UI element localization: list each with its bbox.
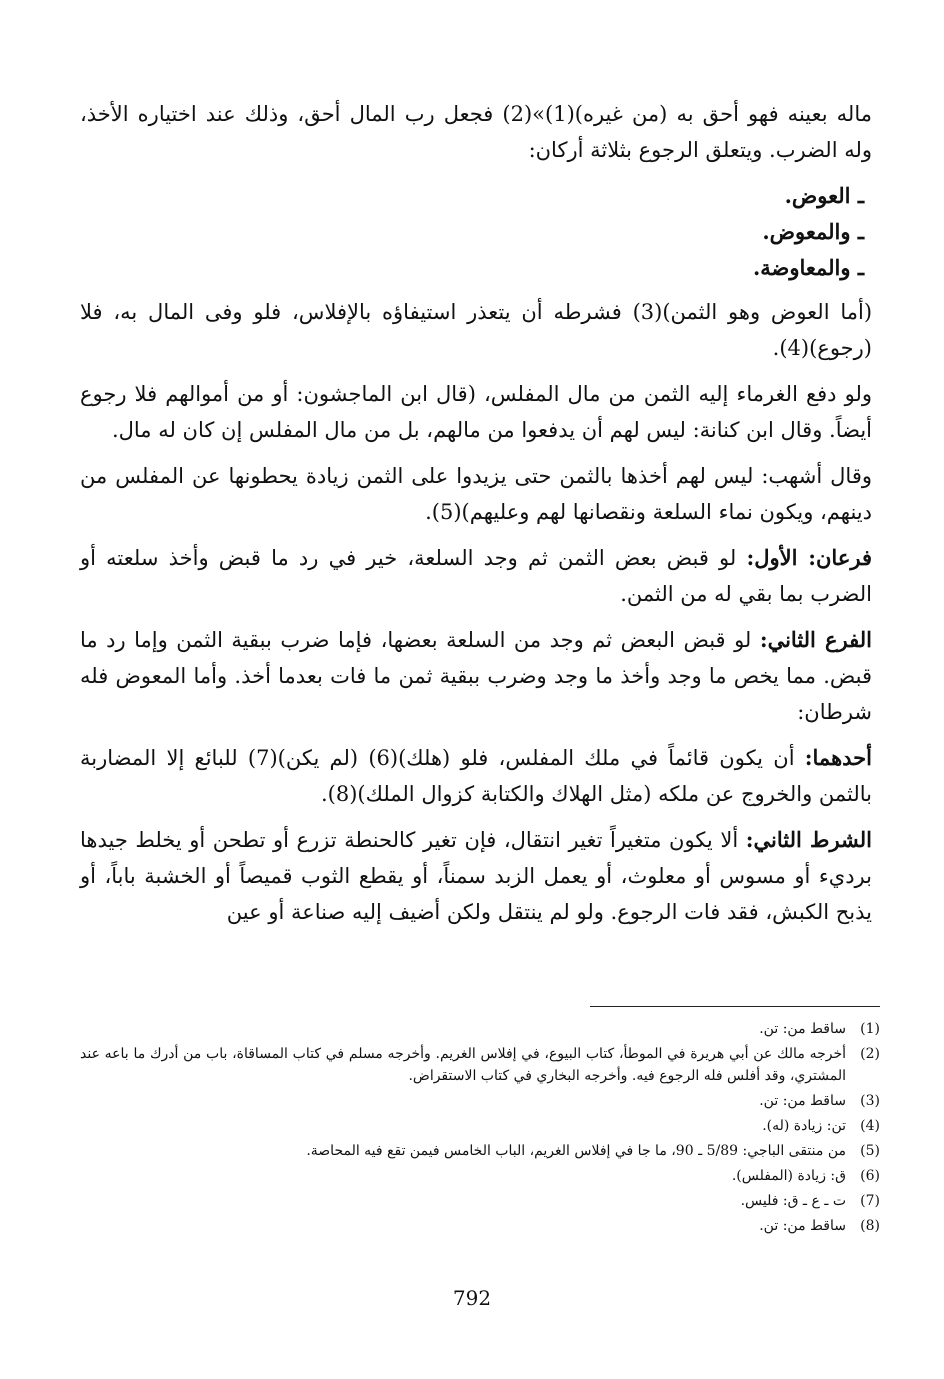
footnote-item bbox=[80, 1190, 880, 1212]
paragraph-7 bbox=[80, 740, 872, 812]
footnote-text: ساقط من: تن. bbox=[759, 1021, 846, 1037]
footnotes bbox=[80, 1018, 880, 1240]
section-heading: الفرع الثاني: bbox=[759, 627, 872, 652]
footnote-item bbox=[80, 1115, 880, 1137]
footnote-text: ت ـ ع ـ ق: فليس. bbox=[740, 1193, 846, 1209]
footnote-text: تن: زيادة (له). bbox=[762, 1118, 846, 1134]
footnote-number: (6) bbox=[860, 1168, 880, 1184]
footnote-item bbox=[80, 1215, 880, 1237]
paragraph-8 bbox=[80, 822, 872, 930]
footnote-number: (2) bbox=[860, 1046, 880, 1062]
paragraph-1: ماله بعينه فهو أحق به (من غيره)(1)»(2) فجعل رب المال أحق، وذلك عند اختياره الأخذ، وله الضرب. ويتعلق الرجوع بثلاثة أركان: bbox=[80, 102, 872, 162]
paragraph-3: ولو دفع الغرماء إليه الثمن من مال المفلس، (قال ابن الماجشون: أو من أموالهم فلا رجوع أيضاً. وقال ابن كنانة: ليس لهم أن يدفعوا من مالهم، بل من مال المفلس إن كان له مال. bbox=[80, 382, 872, 442]
section-heading: فرعان: الأول: bbox=[746, 545, 872, 570]
footnote-number: (3) bbox=[860, 1093, 880, 1109]
footnote-text: ساقط من: تن. bbox=[759, 1093, 846, 1109]
paragraph-text: لو قبض بعض الثمن ثم وجد السلعة، خير في رد ما قبض وأخذ سلعته أو الضرب بما بقي له من الثمن. bbox=[80, 546, 872, 606]
footnote-item bbox=[80, 1018, 880, 1040]
list-item: ـ والمعاوضة. bbox=[752, 255, 864, 280]
main-text bbox=[80, 96, 872, 940]
footnote-divider bbox=[590, 1006, 880, 1007]
paragraph-5 bbox=[80, 540, 872, 612]
footnote-text: من منتقى الباجي: 5/89 ـ 90، ما جا في إفلاس الغريم، الباب الخامس فيمن تقع فيه المحاصة. bbox=[306, 1143, 846, 1159]
footnote-item bbox=[80, 1043, 880, 1087]
footnote-number: (5) bbox=[860, 1143, 880, 1159]
footnote-number: (4) bbox=[860, 1118, 880, 1134]
footnote-text: ساقط من: تن. bbox=[759, 1218, 846, 1234]
paragraph-2: (أما العوض وهو الثمن)(3) فشرطه أن يتعذر استيفاؤه بالإفلاس، فلو وفى المال به، فلا (رجوع)(4). bbox=[80, 300, 873, 360]
page-number: 792 bbox=[452, 1286, 492, 1310]
section-heading: الشرط الثاني: bbox=[745, 827, 873, 852]
footnote-number: (7) bbox=[860, 1193, 880, 1209]
footnote-text: أخرجه مالك عن أبي هريرة في الموطأ، كتاب البيوع، في إفلاس الغريم. وأخرجه مسلم في كتاب المساقاة، باب من أدرك ما باعه عند المشتري، وقد أفلس فله الرجوع فيه. وأخرجه البخاري في كتاب الاستقراض. bbox=[80, 1046, 846, 1084]
footnote-item bbox=[80, 1090, 880, 1112]
footnote-number: (8) bbox=[860, 1218, 880, 1234]
paragraph-6 bbox=[80, 622, 872, 730]
paragraph-text: لو قبض البعض ثم وجد من السلعة بعضها، فإما ضرب ببقية الثمن وإما رد ما قبض. مما يخص ما وجد وأخذ ما وجد وضرب ببقية ثمن ما فات بعدما أخذ. وأما المعوض فله شرطان: bbox=[80, 628, 872, 724]
footnote-number: (1) bbox=[860, 1021, 880, 1037]
section-heading: أحدهما: bbox=[804, 745, 872, 770]
footnote-item bbox=[80, 1165, 880, 1187]
pillars-list bbox=[80, 178, 872, 286]
footnote-text: ق: زيادة (المفلس). bbox=[731, 1168, 846, 1184]
paragraph-text: ألا يكون متغيراً تغير انتقال، فإن تغير كالحنطة تزرع أو تطحن أو يخلط جيدها برديء أو مسوس أو معلوث، أو يعمل الزبد سمناً، أو يقطع الثوب قميصاً أو الخشبة باباً، أو يذبح الكبش، فقد فات الرجوع. ولو لم ينتقل ولكن أضيف إليه صناعة أو عين bbox=[80, 828, 872, 924]
list-item: ـ والمعوض. bbox=[762, 219, 864, 244]
paragraph-text: أن يكون قائماً في ملك المفلس، فلو (هلك)(6) (لم يكن)(7) للبائع إلا المضاربة بالثمن والخروج عن ملكه (مثل الهلاك والكتابة كزوال الملك)(8). bbox=[80, 746, 872, 806]
list-item: ـ العوض. bbox=[784, 183, 864, 208]
paragraph-4: وقال أشهب: ليس لهم أخذها بالثمن حتى يزيدوا على الثمن زيادة يحطونها عن المفلس من دينهم، ويكون نماء السلعة ونقصانها لهم وعليهم)(5). bbox=[80, 464, 872, 524]
footnote-item bbox=[80, 1140, 880, 1162]
